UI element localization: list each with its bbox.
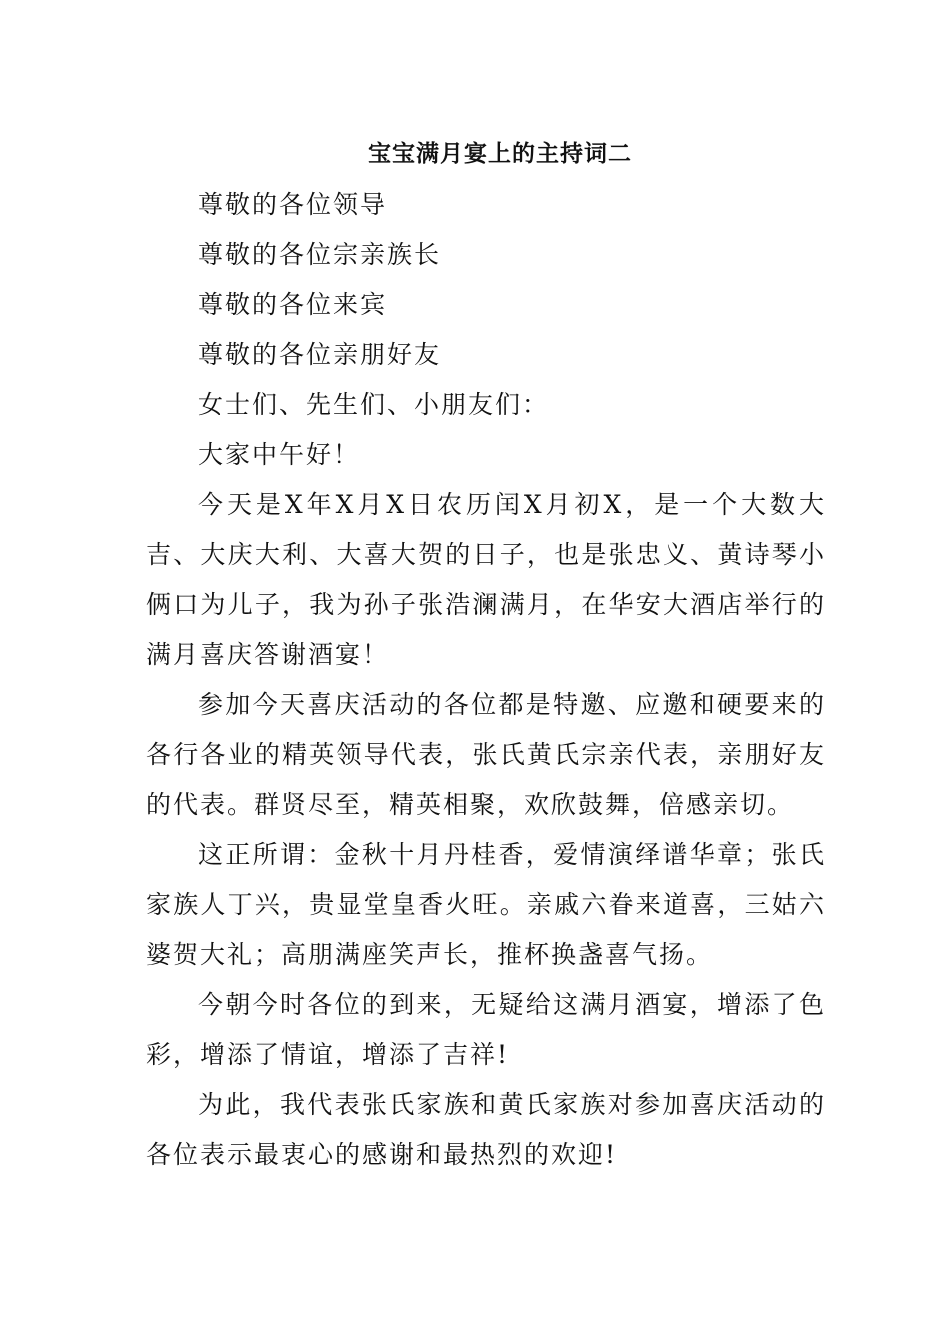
document-body <box>146 180 826 1180</box>
greeting-leaders: 尊敬的各位领导 <box>198 190 388 219</box>
paragraph-arrival: 今朝今时各位的到来，无疑给这满月酒宴，增添了色彩，增添了情谊，增添了吉祥! <box>146 990 826 1069</box>
greeting-audience: 女士们、先生们、小朋友们： <box>198 390 550 419</box>
greeting-clan-elders: 尊敬的各位宗亲族长 <box>198 240 442 269</box>
greeting-friends: 尊敬的各位亲朋好友 <box>198 340 442 369</box>
paragraph-occasion: 今天是X年X月X日农历闰X月初X，是一个大数大吉、大庆大利、大喜大贺的日子，也是张忠义、黄诗琴小俩口为儿子，我为孙子张浩澜满月，在华安大酒店举行的满月喜庆答谢酒宴！ <box>146 490 826 669</box>
paragraph-attendees: 参加今天喜庆活动的各位都是特邀、应邀和硬要来的各行各业的精英领导代表，张氏黄氏宗亲代表，亲朋好友的代表。群贤尽至，精英相聚，欢欣鼓舞，倍感亲切。 <box>146 690 826 819</box>
paragraph-verse: 这正所谓：金秋十月丹桂香，爱情演绎谱华章；张氏家族人丁兴，贵显堂皇香火旺。亲戚六眷来道喜，三姑六婆贺大礼；高朋满座笑声长，推杯换盏喜气扬。 <box>146 840 826 969</box>
document-title: 宝宝满月宴上的主持词二 <box>368 141 632 167</box>
greeting-guests: 尊敬的各位来宾 <box>198 290 388 319</box>
greeting-good-noon: 大家中午好！ <box>198 440 361 469</box>
paragraph-thanks: 为此，我代表张氏家族和黄氏家族对参加喜庆活动的各位表示最衷心的感谢和最热烈的欢迎! <box>146 1090 826 1169</box>
